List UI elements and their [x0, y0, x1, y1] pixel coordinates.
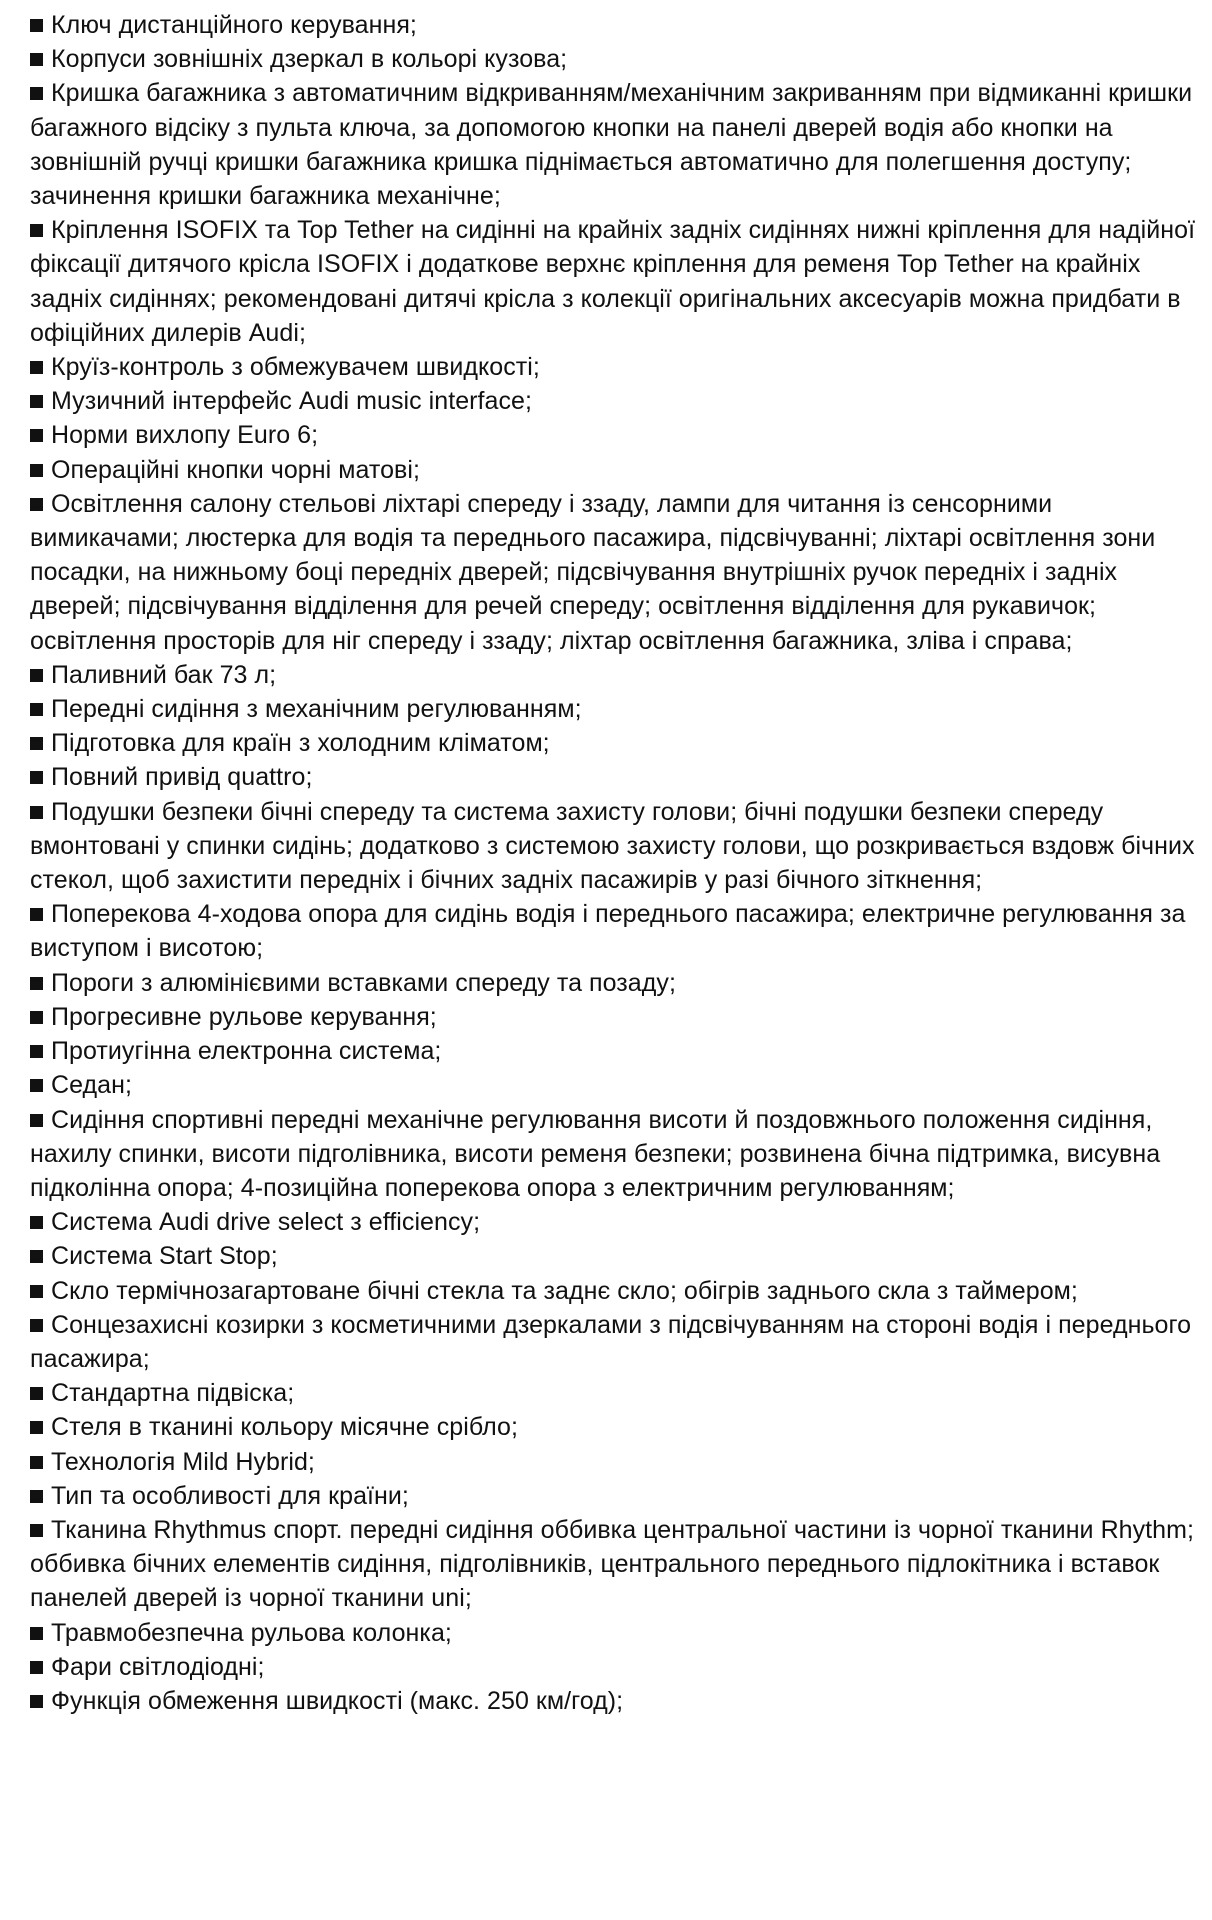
- square-bullet-icon: [30, 908, 43, 921]
- square-bullet-icon: [30, 1045, 43, 1058]
- equipment-list: [30, 8, 1203, 1718]
- square-bullet-icon: [30, 669, 43, 682]
- square-bullet-icon: [30, 1387, 43, 1400]
- list-item: [30, 1376, 1200, 1410]
- list-item-text: Норми вихлопу Euro 6;: [51, 421, 319, 450]
- list-item-text: Операційні кнопки чорні матові;: [51, 455, 420, 484]
- list-item: [30, 1410, 1200, 1444]
- list-item-text: Підготовка для країн з холодним кліматом;: [51, 729, 550, 758]
- list-item-text: Скло термічнозагартоване бічні стекла та заднє скло; обігрів заднього скла з таймером;: [51, 1276, 1078, 1305]
- square-bullet-icon: [30, 1695, 43, 1708]
- list-item-text: Повний привід quattro;: [51, 763, 313, 792]
- square-bullet-icon: [30, 1079, 43, 1092]
- square-bullet-icon: [30, 1421, 43, 1434]
- list-item-text: Поперекова 4-ходова опора для сидінь водія і переднього пасажира; електричне регулювання за виступом і висотою;: [30, 900, 1193, 963]
- list-item: [30, 384, 1200, 418]
- list-item: [30, 1068, 1200, 1102]
- square-bullet-icon: [30, 464, 43, 477]
- list-item: [30, 1650, 1200, 1684]
- list-item: [30, 76, 1200, 213]
- list-item-text: Фари світлодіодні;: [51, 1652, 265, 1681]
- list-item: [30, 350, 1200, 384]
- list-item-text: Тип та особливості для країни;: [51, 1481, 409, 1510]
- square-bullet-icon: [30, 1011, 43, 1024]
- list-item-text: Освітлення салону стельові ліхтарі спереду і ззаду, лампи для читання із сенсорними вимикачами; люстерка для водія та переднього пасажира, підсвічуванні; ліхтарі освітлення зони посадки, на нижньому боці передніх дверей; підсвічування внутрішніх ручок передніх і задніх дверей; підсвічування відділення для речей спереду; освітлення відділення для рукавичок; освітлення просторів для ніг спереду і ззаду; ліхтар освітлення багажника, зліва і справа;: [30, 489, 1163, 655]
- list-item-text: Ключ дистанційного керування;: [51, 11, 417, 39]
- list-item-text: Седан;: [51, 1071, 132, 1100]
- list-item-text: Тканина Rhythmus спорт. передні сидіння оббивка центральної частини із чорної тканини Rhythm; оббивка бічних елементів сидіння, підголівників, центрального переднього підлокітника і вставок панелей дверей із чорної тканини uni;: [30, 1515, 1201, 1613]
- square-bullet-icon: [30, 771, 43, 784]
- square-bullet-icon: [30, 1524, 43, 1537]
- square-bullet-icon: [30, 87, 43, 100]
- square-bullet-icon: [30, 737, 43, 750]
- list-item: [30, 1479, 1200, 1513]
- list-item-text: Корпуси зовнішніх дзеркал в кольорі кузова;: [51, 45, 568, 74]
- list-item: [30, 8, 1200, 42]
- list-item-text: Травмобезпечна рульова колонка;: [51, 1618, 452, 1647]
- list-item: [30, 1239, 1200, 1273]
- square-bullet-icon: [30, 1285, 43, 1298]
- square-bullet-icon: [30, 19, 43, 32]
- list-item: [30, 1000, 1200, 1034]
- list-item: [30, 1308, 1200, 1376]
- list-item-text: Паливний бак 73 л;: [51, 660, 277, 689]
- square-bullet-icon: [30, 1490, 43, 1503]
- square-bullet-icon: [30, 361, 43, 374]
- list-item: [30, 692, 1200, 726]
- square-bullet-icon: [30, 53, 43, 66]
- list-item: [30, 418, 1200, 452]
- list-item: [30, 795, 1200, 898]
- list-item: [30, 1445, 1200, 1479]
- list-item: [30, 658, 1200, 692]
- list-item-text: Музичний інтерфейс Audi music interface;: [51, 387, 533, 416]
- list-item: [30, 213, 1203, 350]
- list-item: [30, 1103, 1200, 1206]
- list-item: [30, 726, 1200, 760]
- list-item-text: Стандартна підвіска;: [51, 1379, 295, 1408]
- list-item-text: Система Start Stop;: [51, 1242, 278, 1271]
- list-item: [30, 487, 1200, 658]
- square-bullet-icon: [30, 1319, 43, 1332]
- list-item-text: Круїз-контроль з обмежувачем швидкості;: [51, 353, 540, 382]
- list-item: [30, 760, 1200, 794]
- list-item-text: Сидіння спортивні передні механічне регулювання висоти й поздовжнього положення сидіння, нахилу спинки, висоти підголівника, висоти ременя безпеки; розвинена бічна підтримка, висувна підколінна опора; 4-позиційна поперекова опора з електричним регулюванням;: [30, 1105, 1168, 1202]
- list-item: [30, 1034, 1200, 1068]
- list-item: [30, 1205, 1200, 1239]
- list-item-text: Система Audi drive select з efficiency;: [51, 1208, 481, 1237]
- square-bullet-icon: [30, 224, 43, 237]
- square-bullet-icon: [30, 1114, 43, 1127]
- list-item-text: Пороги з алюмінієвими вставками спереду та позаду;: [51, 968, 676, 997]
- list-item: [30, 966, 1200, 1000]
- list-item-text: Стеля в тканині кольору місячне срібло;: [51, 1413, 518, 1442]
- list-item: [30, 1684, 1200, 1718]
- square-bullet-icon: [30, 498, 43, 511]
- list-item: [30, 1513, 1200, 1616]
- list-item-text: Сонцезахисні козирки з косметичними дзеркалами з підсвічуванням на стороні водія і переднього пасажира;: [30, 1310, 1199, 1373]
- square-bullet-icon: [30, 1216, 43, 1229]
- list-item: [30, 897, 1200, 965]
- square-bullet-icon: [30, 395, 43, 408]
- square-bullet-icon: [30, 1627, 43, 1640]
- square-bullet-icon: [30, 1456, 43, 1469]
- list-item-text: Кріплення ISOFIX та Top Tether на сидінні на крайніх задніх сидіннях нижні кріплення для надійної фіксації дитячого крісла ISOFIX і додаткове верхнє кріплення для ременя Top Tether на крайніх задніх сидіннях; рекомендовані дитячі крісла з колекції оригінальних аксесуарів можна придбати в офіційних дилерів Audi;: [30, 216, 1203, 347]
- list-item-text: Протиугінна електронна система;: [51, 1037, 442, 1066]
- list-item-text: Прогресивне рульове керування;: [51, 1002, 437, 1031]
- square-bullet-icon: [30, 806, 43, 819]
- square-bullet-icon: [30, 977, 43, 990]
- square-bullet-icon: [30, 429, 43, 442]
- list-item: [30, 1616, 1200, 1650]
- list-item-text: Технологія Mild Hybrid;: [51, 1447, 315, 1476]
- list-item-text: Подушки безпеки бічні спереду та система захисту голови; бічні подушки безпеки спереду вмонтовані у спинки сидінь; додатково з системою захисту голови, що розкривається вздовж бічних стекол, щоб захистити передніх і бічних задніх пасажирів у разі бічного зіткнення;: [30, 797, 1202, 895]
- list-item: [30, 453, 1200, 487]
- list-item: [30, 42, 1200, 76]
- list-item-text: Функція обмеження швидкості (макс. 250 км/год);: [51, 1686, 624, 1715]
- square-bullet-icon: [30, 703, 43, 716]
- square-bullet-icon: [30, 1661, 43, 1674]
- list-item-text: Кришка багажника з автоматичним відкриванням/механічним закриванням при відмиканні кришки багажного відсіку з пульта ключа, за допомогою кнопки на панелі дверей водія або кнопки на зовнішній ручці кришки багажника кришка піднімається автоматично для полегшення доступу; зачинення кришки багажника механічне;: [30, 79, 1200, 211]
- list-item-text: Передні сидіння з механічним регулюванням;: [51, 695, 582, 724]
- list-item: [30, 1274, 1200, 1308]
- square-bullet-icon: [30, 1250, 43, 1263]
